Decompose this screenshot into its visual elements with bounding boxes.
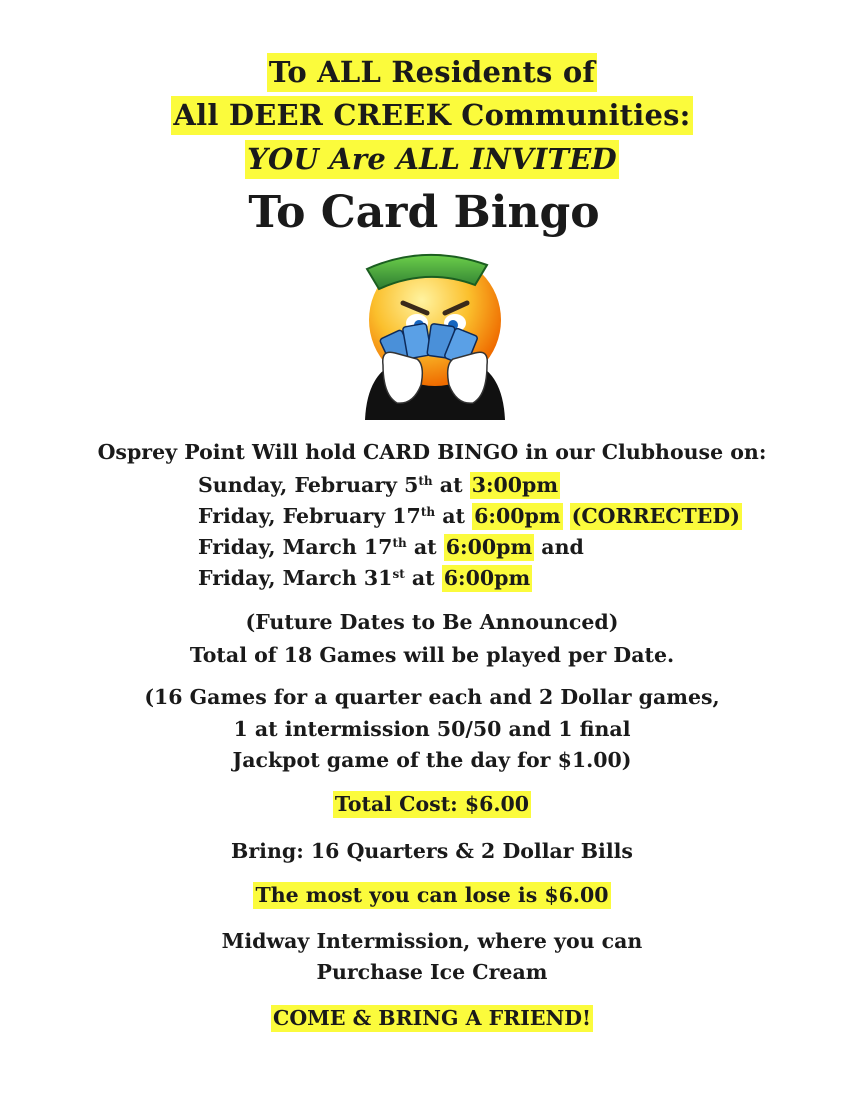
page-title: To Card Bingo: [248, 187, 600, 238]
date-list: [198, 470, 838, 594]
date-row-1: Sunday, February 5th at 3:00pm: [198, 473, 559, 497]
date-row-2: Friday, February 17th at 6:00pm (CORRECTED): [198, 504, 740, 528]
date-row-4: Friday, March 31st at 6:00pm: [198, 566, 531, 590]
header-line-2: All DEER CREEK Communities:: [0, 98, 864, 132]
closing-text: COME & BRING A FRIEND!: [273, 1006, 591, 1030]
header-line-1: To ALL Residents of: [0, 55, 864, 89]
date-row-3: Friday, March 17th at 6:00pm and: [198, 535, 584, 559]
games-detail-line-2: 1 at intermission 50/50 and 1 final: [233, 717, 631, 741]
total-cost-text: Total Cost: $6.00: [334, 792, 530, 816]
intermission-line-1: Midway Intermission, where you can: [221, 929, 643, 953]
bring-text: Bring: 16 Quarters & 2 Dollar Bills: [231, 839, 633, 863]
header-line-3: YOU Are ALL INVITED: [0, 142, 864, 176]
bingo-player-emoji-icon: [355, 245, 515, 420]
intro-text: Osprey Point Will hold CARD BINGO in our Clubhouse on:: [97, 440, 767, 464]
most-lose-text: The most you can lose is $6.00: [255, 883, 609, 907]
future-dates-text: (Future Dates to Be Announced): [245, 610, 619, 634]
total-games-text: Total of 18 Games will be played per Date.: [189, 643, 675, 667]
games-detail-line-1: (16 Games for a quarter each and 2 Dollar games,: [144, 685, 720, 709]
intermission-line-2: Purchase Ice Cream: [316, 960, 548, 984]
games-detail-line-3: Jackpot game of the day for $1.00): [232, 748, 632, 772]
corrected-note: (CORRECTED): [571, 504, 740, 528]
